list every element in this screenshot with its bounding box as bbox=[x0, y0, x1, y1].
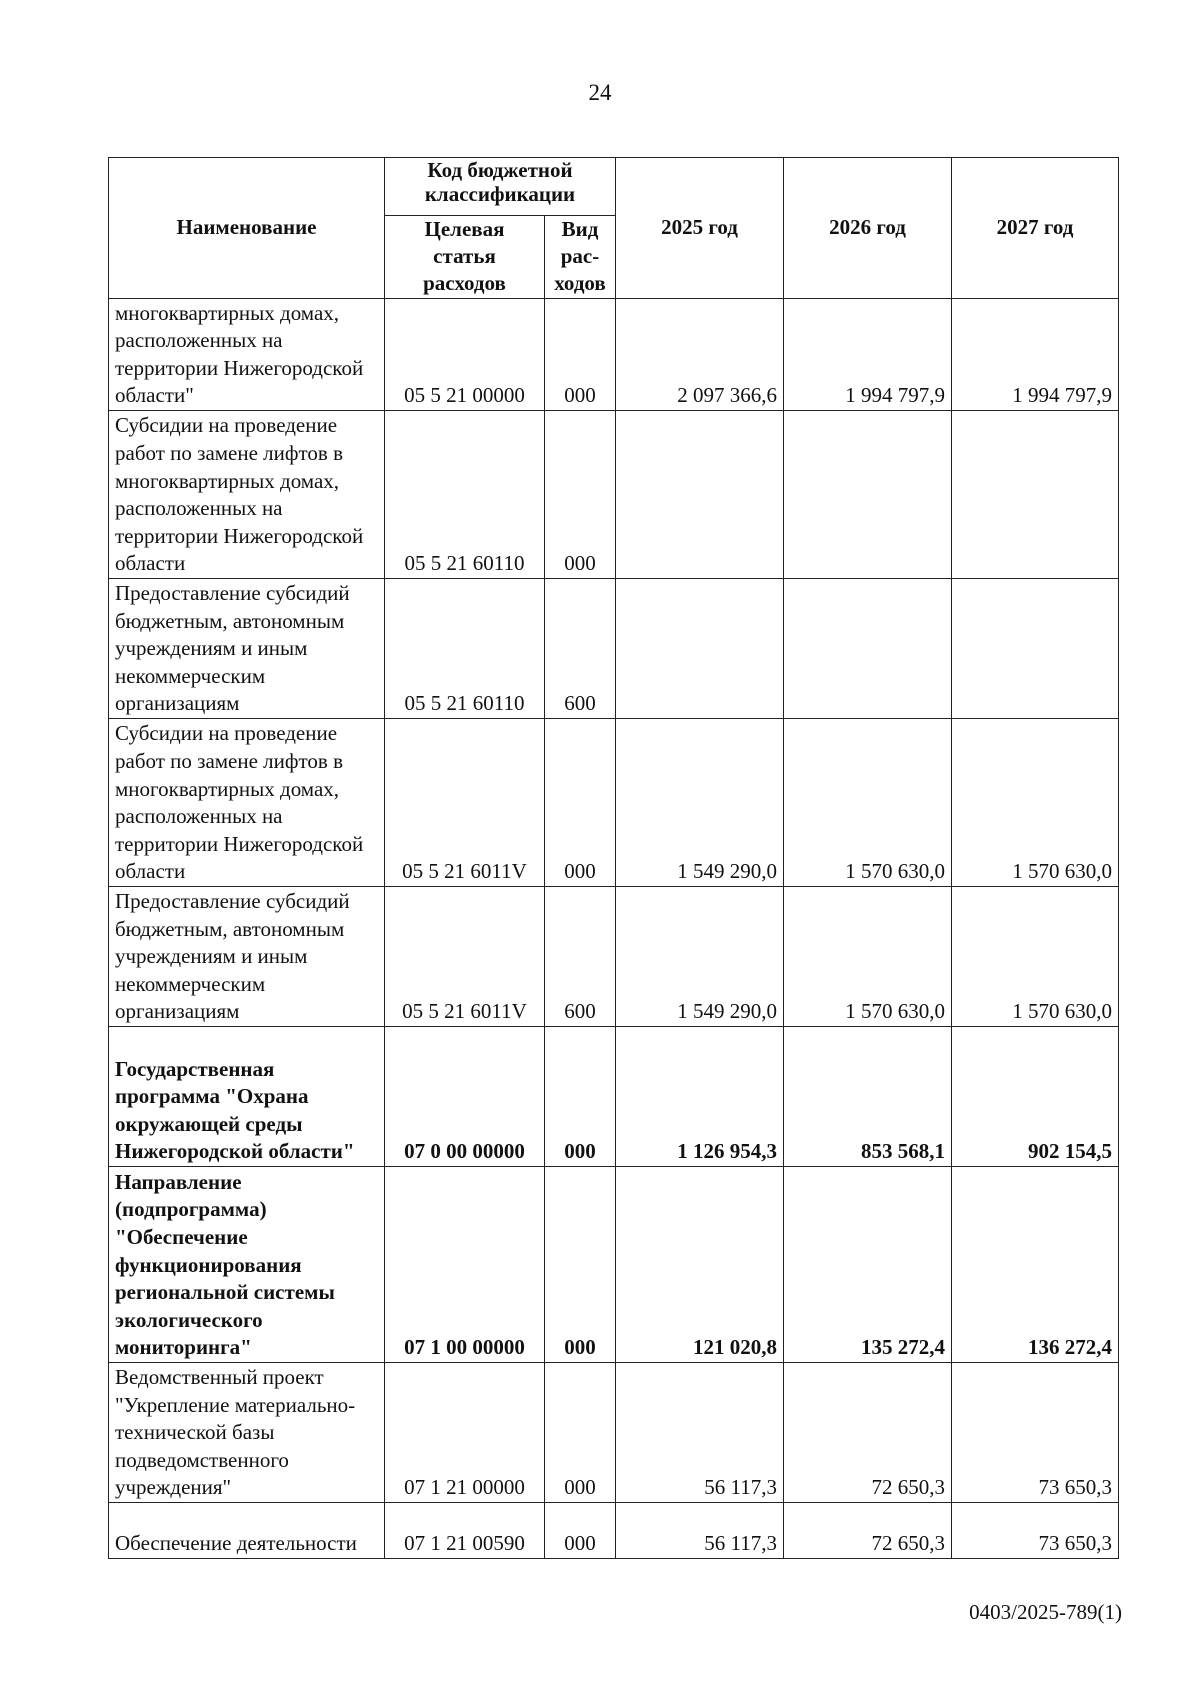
table-row bbox=[109, 1027, 1119, 1167]
row-2027: 1 570 630,0 bbox=[952, 719, 1119, 887]
row-2027: 1 994 797,9 bbox=[952, 299, 1119, 411]
row-target-article: 05 5 21 60110 bbox=[385, 579, 545, 719]
row-target-article: 07 0 00 00000 bbox=[385, 1027, 545, 1167]
table-row bbox=[109, 1503, 1119, 1559]
row-name: Субсидии на проведение работ по замене лифтов в многоквартирных домах, расположенных на территории Нижегородской области bbox=[109, 411, 385, 579]
table-row bbox=[109, 719, 1119, 887]
row-2027: 902 154,5 bbox=[952, 1027, 1119, 1167]
row-2026: 1 570 630,0 bbox=[784, 887, 952, 1027]
row-2027: 73 650,3 bbox=[952, 1363, 1119, 1503]
header-2025: 2025 год bbox=[616, 158, 784, 299]
table-row bbox=[109, 1167, 1119, 1363]
row-2026: 853 568,1 bbox=[784, 1027, 952, 1167]
row-name: Предоставление субсидий бюджетным, автономным учреждениям и иным некоммерческим организациям bbox=[109, 887, 385, 1027]
table-row bbox=[109, 411, 1119, 579]
row-kind: 000 bbox=[545, 719, 616, 887]
row-2026: 72 650,3 bbox=[784, 1363, 952, 1503]
row-kind: 000 bbox=[545, 1363, 616, 1503]
row-target-article: 05 5 21 6011V bbox=[385, 719, 545, 887]
header-kind: Вид рас-ходов bbox=[545, 216, 616, 299]
row-2026: 135 272,4 bbox=[784, 1167, 952, 1363]
row-2026 bbox=[784, 411, 952, 579]
row-name: Направление (подпрограмма) "Обеспечение функционирования региональной системы экологического мониторинга" bbox=[109, 1167, 385, 1363]
row-name: Ведомственный проект "Укрепление материально-технической базы подведомственного учреждения" bbox=[109, 1363, 385, 1503]
row-kind: 000 bbox=[545, 411, 616, 579]
row-2026 bbox=[784, 579, 952, 719]
row-target-article: 07 1 00 00000 bbox=[385, 1167, 545, 1363]
header-2026: 2026 год bbox=[784, 158, 952, 299]
page-number: 24 bbox=[588, 80, 612, 105]
table-row bbox=[109, 1363, 1119, 1503]
row-2025: 56 117,3 bbox=[616, 1363, 784, 1503]
row-kind: 000 bbox=[545, 1503, 616, 1559]
table-row bbox=[109, 579, 1119, 719]
row-2025: 56 117,3 bbox=[616, 1503, 784, 1559]
header-name: Наименование bbox=[109, 158, 385, 299]
row-target-article: 05 5 21 60110 bbox=[385, 411, 545, 579]
row-kind: 000 bbox=[545, 1167, 616, 1363]
row-2025: 1 549 290,0 bbox=[616, 887, 784, 1027]
header-code-group: Код бюджетной классификации bbox=[385, 158, 616, 216]
row-target-article: 07 1 21 00000 bbox=[385, 1363, 545, 1503]
row-target-article: 05 5 21 00000 bbox=[385, 299, 545, 411]
row-2026: 1 994 797,9 bbox=[784, 299, 952, 411]
row-2025: 121 020,8 bbox=[616, 1167, 784, 1363]
table-row bbox=[109, 299, 1119, 411]
row-2025 bbox=[616, 411, 784, 579]
row-2027: 73 650,3 bbox=[952, 1503, 1119, 1559]
row-2027 bbox=[952, 411, 1119, 579]
row-name: Государственная программа "Охрана окружающей среды Нижегородской области" bbox=[109, 1027, 385, 1167]
row-kind: 600 bbox=[545, 579, 616, 719]
row-target-article: 07 1 21 00590 bbox=[385, 1503, 545, 1559]
header-target-article: Целевая статья расходов bbox=[385, 216, 545, 299]
document-code: 0403/2025-789(1) bbox=[969, 1600, 1122, 1624]
row-2025: 1 549 290,0 bbox=[616, 719, 784, 887]
row-kind: 600 bbox=[545, 887, 616, 1027]
row-2027: 136 272,4 bbox=[952, 1167, 1119, 1363]
row-2025 bbox=[616, 579, 784, 719]
row-kind: 000 bbox=[545, 299, 616, 411]
row-target-article: 05 5 21 6011V bbox=[385, 887, 545, 1027]
row-name: Предоставление субсидий бюджетным, автономным учреждениям и иным некоммерческим организациям bbox=[109, 579, 385, 719]
row-2025: 2 097 366,6 bbox=[616, 299, 784, 411]
row-kind: 000 bbox=[545, 1027, 616, 1167]
table-row bbox=[109, 887, 1119, 1027]
row-2025: 1 126 954,3 bbox=[616, 1027, 784, 1167]
row-2026: 1 570 630,0 bbox=[784, 719, 952, 887]
header-2027: 2027 год bbox=[952, 158, 1119, 299]
row-name: многоквартирных домах, расположенных на территории Нижегородской области" bbox=[109, 299, 385, 411]
row-2027 bbox=[952, 579, 1119, 719]
row-name: Обеспечение деятельности bbox=[109, 1503, 385, 1559]
row-2027: 1 570 630,0 bbox=[952, 887, 1119, 1027]
budget-table bbox=[108, 157, 1119, 1559]
row-2026: 72 650,3 bbox=[784, 1503, 952, 1559]
row-name: Субсидии на проведение работ по замене лифтов в многоквартирных домах, расположенных на территории Нижегородской области bbox=[109, 719, 385, 887]
